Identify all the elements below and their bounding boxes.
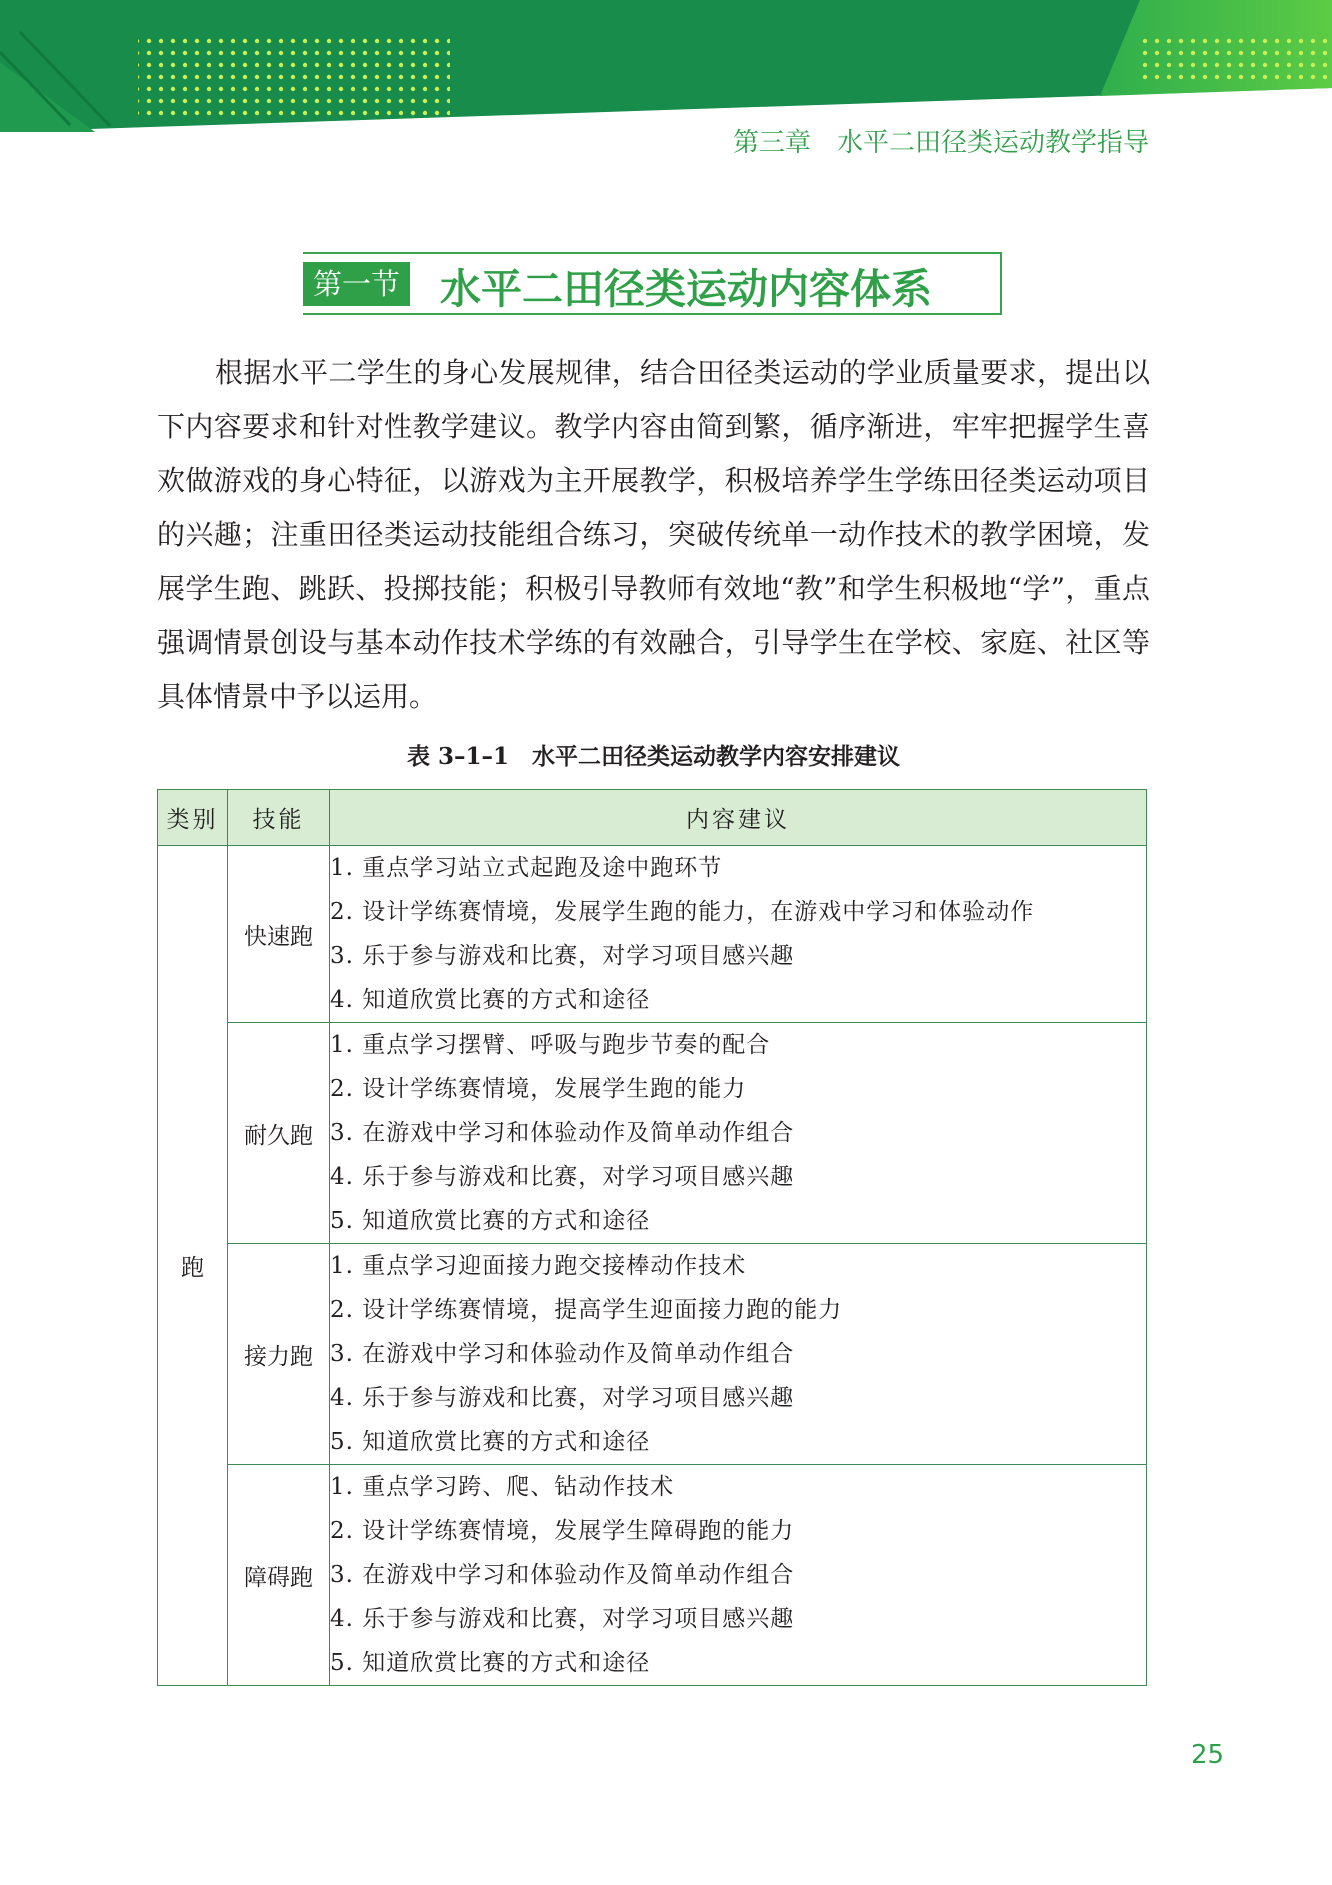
header-content: 内容建议 [330,790,1147,846]
list-item: 2. 设计学练赛情境，发展学生障碍跑的能力 [330,1518,795,1544]
list-item: 5. 知道欣赏比赛的方式和途径 [330,1208,651,1234]
list-item: 1. 重点学习迎面接力跑交接棒动作技术 [330,1253,747,1279]
content-cell [330,846,1147,1023]
list-item: 3. 在游戏中学习和体验动作及简单动作组合 [330,1562,795,1588]
header-skill: 技能 [228,790,330,846]
chapter-title: 水平二田径类运动教学指导 [836,128,1149,158]
list-item: 2. 设计学练赛情境，发展学生跑的能力 [330,1076,747,1102]
content-cell [330,1465,1147,1686]
section-badge: 第一节 [303,262,410,306]
category-cell: 跑 [158,846,228,1686]
header-category: 类别 [158,790,228,846]
section-title: 水平二田径类运动内容体系 [440,265,932,313]
table-row [158,1023,1147,1244]
content-table [157,789,1147,1686]
skill-cell: 耐久跑 [228,1023,330,1244]
chapter-header [733,122,1149,159]
table-row [158,846,1147,1023]
list-item: 4. 乐于参与游戏和比赛，对学习项目感兴趣 [330,1606,795,1632]
list-item: 5. 知道欣赏比赛的方式和途径 [330,1650,651,1676]
list-item: 4. 乐于参与游戏和比赛，对学习项目感兴趣 [330,1164,795,1190]
table-header-row [158,790,1147,846]
list-item: 3. 在游戏中学习和体验动作及简单动作组合 [330,1341,795,1367]
content-cell [330,1023,1147,1244]
list-item: 1. 重点学习站立式起跑及途中跑环节 [330,855,723,881]
list-item: 5. 知道欣赏比赛的方式和途径 [330,1429,651,1455]
body-paragraph: 根据水平二学生的身心发展规律，结合田径类运动的学业质量要求，提出以下内容要求和针对性教学建议。教学内容由简到繁，循序渐进，牢牢把握学生喜欢做游戏的身心特征，以游戏为主开展教学，积极培养学生学练田径类运动项目的兴趣；注重田径类运动技能组合练习，突破传统单一动作技术的教学困境，发展学生跑、跳跃、投掷技能；积极引导教师有效地“教”和学生积极地“学”，重点强调情景创设与基本动作技术学练的有效融合，引导学生在学校、家庭、社区等具体情景中予以运用。 [157,356,1150,713]
list-item: 1. 重点学习跨、爬、钻动作技术 [330,1474,675,1500]
content-cell [330,1244,1147,1465]
table-caption: 表 3–1–1 水平二田径类运动教学内容安排建议 [406,743,901,770]
list-item: 2. 设计学练赛情境，提高学生迎面接力跑的能力 [330,1297,843,1323]
table-row [158,1244,1147,1465]
list-item: 4. 乐于参与游戏和比赛，对学习项目感兴趣 [330,1385,795,1411]
list-item: 4. 知道欣赏比赛的方式和途径 [330,987,651,1013]
skill-cell: 快速跑 [228,846,330,1023]
skill-cell: 障碍跑 [228,1465,330,1686]
list-item: 3. 在游戏中学习和体验动作及简单动作组合 [330,1120,795,1146]
table-row [158,1465,1147,1686]
header-banner [0,0,1332,140]
list-item: 1. 重点学习摆臂、呼吸与跑步节奏的配合 [330,1032,771,1058]
list-item: 2. 设计学练赛情境，发展学生跑的能力，在游戏中学习和体验动作 [330,899,1035,925]
skill-cell: 接力跑 [228,1244,330,1465]
chapter-label: 第三章 [732,128,811,158]
page-number: 25 [1191,1740,1225,1770]
list-item: 3. 乐于参与游戏和比赛，对学习项目感兴趣 [330,943,795,969]
section-heading [303,252,1003,314]
